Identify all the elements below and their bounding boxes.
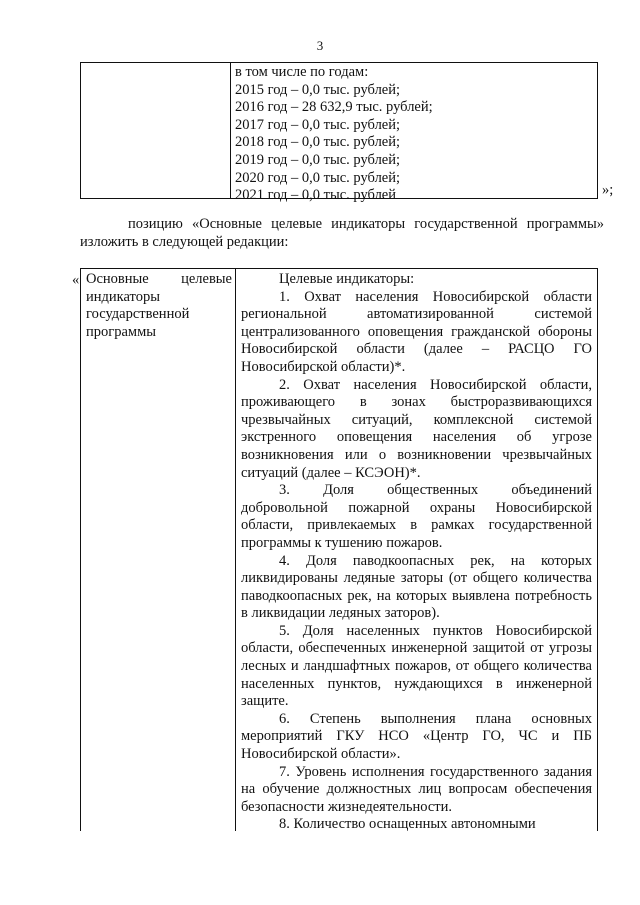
indicator-item: 2. Охват населения Новосибирской области, проживающего в зонах быстроразвивающихся чрезвычайных ситуаций, комплексной системой экстренного оповещения населения об угрозе возникновения или о возникновении чрезвычайных ситуаций (далее – КСЭОН)*.	[241, 376, 592, 481]
indicator-item: 8. Количество оснащенных автономными	[279, 816, 536, 833]
closing-quote: »;	[602, 182, 614, 198]
page-number: 3	[316, 38, 324, 53]
indicator-item: 1. Охват населения Новосибирской области региональной автоматизированной системой централизованного оповещения гражданской обороны Новосибирской области (далее – РАСЦО ГО Новосибирской области)*.	[241, 288, 592, 375]
indicator-item: 4. Доля паводкоопасных рек, на которых ликвидированы ледяные заторы (от общего количества паводкоопасных рек, на которых выявлена потребность в ликвидации ледяных заторов).	[241, 552, 592, 622]
opening-quote: «	[72, 272, 80, 288]
financing-table	[80, 62, 598, 204]
indicator-item: 3. Доля общественных объединений добровольной пожарной охраны Новосибирской области, привлекаемых в рамках государственной программы к тушению пожаров.	[241, 482, 592, 551]
indicators-label-cell	[81, 269, 236, 831]
financing-line: 2015 год – 0,0 тыс. рублей;	[235, 81, 401, 98]
indicator-item: 6. Степень выполнения плана основных мероприятий ГКУ НСО «Центр ГО, ЧС и ПБ Новосибирской области».	[241, 710, 592, 763]
financing-line: 2021 год – 0,0 тыс. рублей	[235, 187, 397, 204]
indicators-content-cell	[236, 269, 597, 831]
indicators-table	[80, 268, 598, 831]
indicator-item: 5. Доля населенных пунктов Новосибирской области, обеспеченных инженерной защитой от угрозы лесных и ландшафтных пожаров, от общего количества населенных пунктов, нуждающихся в инженерной защите.	[241, 622, 592, 710]
intro-paragraph: позицию «Основные целевые индикаторы государственной программы» изложить в следующей редакции:	[80, 216, 604, 250]
indicator-item: 7. Уровень исполнения государственного задания на обучение должностных лиц вопросам обеспечения безопасности жизнедеятельности.	[241, 763, 592, 815]
financing-line: 2020 год – 0,0 тыс. рублей;	[235, 169, 401, 186]
financing-years-cell	[231, 63, 597, 204]
financing-line: 2019 год – 0,0 тыс. рублей;	[235, 151, 401, 168]
financing-line: 2016 год – 28 632,9 тыс. рублей;	[235, 99, 433, 116]
label-rest: индикаторы государственной программы	[86, 288, 190, 340]
label-word: целевые	[181, 271, 232, 287]
indicators-header: Целевые индикаторы:	[279, 271, 415, 287]
financing-line: 2018 год – 0,0 тыс. рублей;	[235, 134, 401, 151]
financing-line: 2017 год – 0,0 тыс. рублей;	[235, 116, 401, 133]
financing-line: в том числе по годам:	[235, 64, 369, 80]
label-word: Основные	[86, 271, 149, 287]
financing-table-empty-cell	[81, 63, 231, 198]
